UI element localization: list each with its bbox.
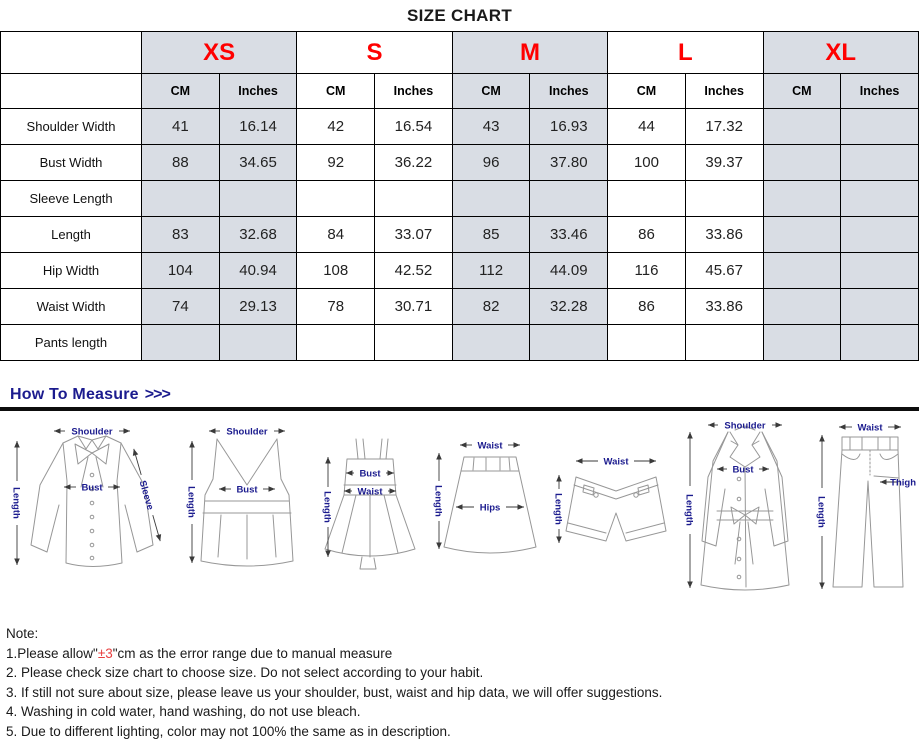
unit-header: Inches	[530, 74, 608, 109]
size-cell	[763, 325, 841, 361]
size-cell: 44.09	[530, 253, 608, 289]
size-cell: 42.52	[375, 253, 453, 289]
size-cell	[763, 217, 841, 253]
chevrons-icon: >>>	[144, 386, 170, 403]
row-label: Pants length	[1, 325, 142, 361]
size-cell	[685, 325, 763, 361]
size-cell	[763, 289, 841, 325]
table-row	[1, 109, 919, 145]
size-cell	[297, 325, 375, 361]
row-label: Bust Width	[1, 145, 142, 181]
table-row	[1, 145, 919, 181]
size-cell: 40.94	[219, 253, 297, 289]
size-cell: 43	[452, 109, 530, 145]
notes-heading: Note:	[6, 626, 39, 641]
size-cell: 32.68	[219, 217, 297, 253]
measure-label: Bust	[236, 484, 258, 496]
size-cell	[530, 325, 608, 361]
measure-label: Length	[432, 485, 444, 517]
size-cell: 41	[142, 109, 220, 145]
measure-label: Bust	[81, 482, 103, 494]
size-cell: 112	[452, 253, 530, 289]
heading-text: How To Measure	[10, 386, 139, 403]
corner-cell	[1, 32, 142, 74]
size-cell: 83	[142, 217, 220, 253]
size-header-xl: XL	[763, 32, 919, 74]
size-cell	[841, 289, 919, 325]
notes-section	[0, 624, 919, 741]
size-header-l: L	[608, 32, 763, 74]
size-cell	[530, 181, 608, 217]
unit-header: Inches	[841, 74, 919, 109]
size-cell: 85	[452, 217, 530, 253]
size-cell: 37.80	[530, 145, 608, 181]
measure-label: Shoulder	[226, 426, 268, 438]
size-cell	[763, 253, 841, 289]
size-cell	[841, 253, 919, 289]
note-item: 4. Washing in cold water, hand washing, do not use bleach.	[6, 704, 361, 719]
size-cell	[608, 181, 686, 217]
size-cell: 74	[142, 289, 220, 325]
size-cell: 88	[142, 145, 220, 181]
row-label: Sleeve Length	[1, 181, 142, 217]
size-cell: 82	[452, 289, 530, 325]
size-cell: 86	[608, 217, 686, 253]
skirt-illustration	[430, 435, 548, 567]
page-title: SIZE CHART	[407, 6, 512, 25]
corner-cell	[1, 74, 142, 109]
measure-label: Waist	[357, 486, 383, 498]
unit-header: CM	[142, 74, 220, 109]
size-cell	[608, 325, 686, 361]
measure-label: Waist	[477, 440, 503, 452]
size-cell	[297, 181, 375, 217]
size-cell: 16.93	[530, 109, 608, 145]
size-cell	[219, 325, 297, 361]
size-cell	[452, 325, 530, 361]
coat-illustration	[680, 417, 810, 605]
unit-header: Inches	[685, 74, 763, 109]
size-header-row	[1, 32, 919, 74]
size-cell: 34.65	[219, 145, 297, 181]
unit-header: CM	[297, 74, 375, 109]
measure-label: Length	[815, 496, 827, 528]
size-cell	[841, 325, 919, 361]
note-item: 2. Please check size chart to choose size. Do not select according to your habit.	[6, 665, 484, 680]
measure-label: Length	[683, 494, 695, 526]
size-cell: 96	[452, 145, 530, 181]
table-row	[1, 253, 919, 289]
note-text: "cm as the error range due to manual measure	[112, 645, 393, 661]
note-highlight: ±3	[97, 645, 113, 661]
row-label: Shoulder Width	[1, 109, 142, 145]
measure-label: Length	[185, 486, 197, 518]
unit-header: CM	[763, 74, 841, 109]
unit-header: Inches	[219, 74, 297, 109]
size-cell: 100	[608, 145, 686, 181]
note-text: 1.Please allow"	[6, 645, 98, 661]
size-cell	[763, 109, 841, 145]
size-cell: 108	[297, 253, 375, 289]
row-label: Waist Width	[1, 289, 142, 325]
note-item: 5. Due to different lighting, color may not 100% the same as in description.	[6, 723, 451, 739]
size-cell: 44	[608, 109, 686, 145]
measure-label: Length	[552, 493, 564, 525]
size-cell: 84	[297, 217, 375, 253]
measure-label: Sleeve	[136, 479, 156, 512]
note-item	[6, 644, 919, 664]
pants-illustration	[812, 419, 918, 603]
measure-label: Hips	[479, 502, 501, 514]
table-row	[1, 289, 919, 325]
size-cell	[841, 181, 919, 217]
measure-label: Waist	[603, 456, 629, 468]
unit-header: CM	[608, 74, 686, 109]
strap-dress-illustration	[316, 433, 424, 575]
size-cell: 116	[608, 253, 686, 289]
row-label: Length	[1, 217, 142, 253]
measure-label: Shoulder	[724, 420, 766, 432]
size-cell: 29.13	[219, 289, 297, 325]
size-cell	[219, 181, 297, 217]
how-to-measure-heading	[10, 386, 919, 404]
measure-label: Thigh	[890, 477, 916, 489]
size-cell	[841, 145, 919, 181]
size-cell: 33.07	[375, 217, 453, 253]
unit-header: Inches	[375, 74, 453, 109]
size-cell	[375, 181, 453, 217]
measure-label: Bust	[732, 464, 754, 476]
size-cell	[685, 181, 763, 217]
size-cell: 42	[297, 109, 375, 145]
size-cell: 32.28	[530, 289, 608, 325]
size-cell: 36.22	[375, 145, 453, 181]
measure-label: Waist	[857, 422, 883, 434]
measurement-figures	[0, 411, 919, 615]
size-cell: 92	[297, 145, 375, 181]
table-row	[1, 181, 919, 217]
size-cell: 39.37	[685, 145, 763, 181]
size-cell: 16.14	[219, 109, 297, 145]
shorts-illustration	[550, 451, 674, 561]
size-cell: 104	[142, 253, 220, 289]
size-cell	[142, 325, 220, 361]
measure-label: Shoulder	[71, 426, 113, 438]
size-cell: 33.86	[685, 289, 763, 325]
size-cell: 33.86	[685, 217, 763, 253]
table-row	[1, 325, 919, 361]
size-cell: 78	[297, 289, 375, 325]
unit-header: CM	[452, 74, 530, 109]
sleeveless-top-illustration	[183, 423, 311, 583]
size-cell: 30.71	[375, 289, 453, 325]
size-cell	[452, 181, 530, 217]
size-cell	[841, 217, 919, 253]
unit-header-row	[1, 74, 919, 109]
size-chart-table	[0, 31, 919, 361]
size-header-xs: XS	[142, 32, 297, 74]
size-cell	[763, 181, 841, 217]
size-cell	[841, 109, 919, 145]
blouse-illustration	[6, 423, 178, 583]
size-cell: 33.46	[530, 217, 608, 253]
size-cell	[375, 325, 453, 361]
note-item: 3. If still not sure about size, please leave us your shoulder, bust, waist and hip data, we will offer suggestions.	[6, 684, 663, 700]
measure-label: Length	[10, 487, 22, 519]
measure-label: Bust	[359, 468, 381, 480]
size-cell: 86	[608, 289, 686, 325]
measure-label: Length	[321, 491, 333, 523]
size-header-s: S	[297, 32, 452, 74]
size-cell: 17.32	[685, 109, 763, 145]
size-cell: 45.67	[685, 253, 763, 289]
size-cell: 16.54	[375, 109, 453, 145]
size-cell	[763, 145, 841, 181]
size-header-m: M	[452, 32, 607, 74]
size-cell	[142, 181, 220, 217]
row-label: Hip Width	[1, 253, 142, 289]
table-row	[1, 217, 919, 253]
